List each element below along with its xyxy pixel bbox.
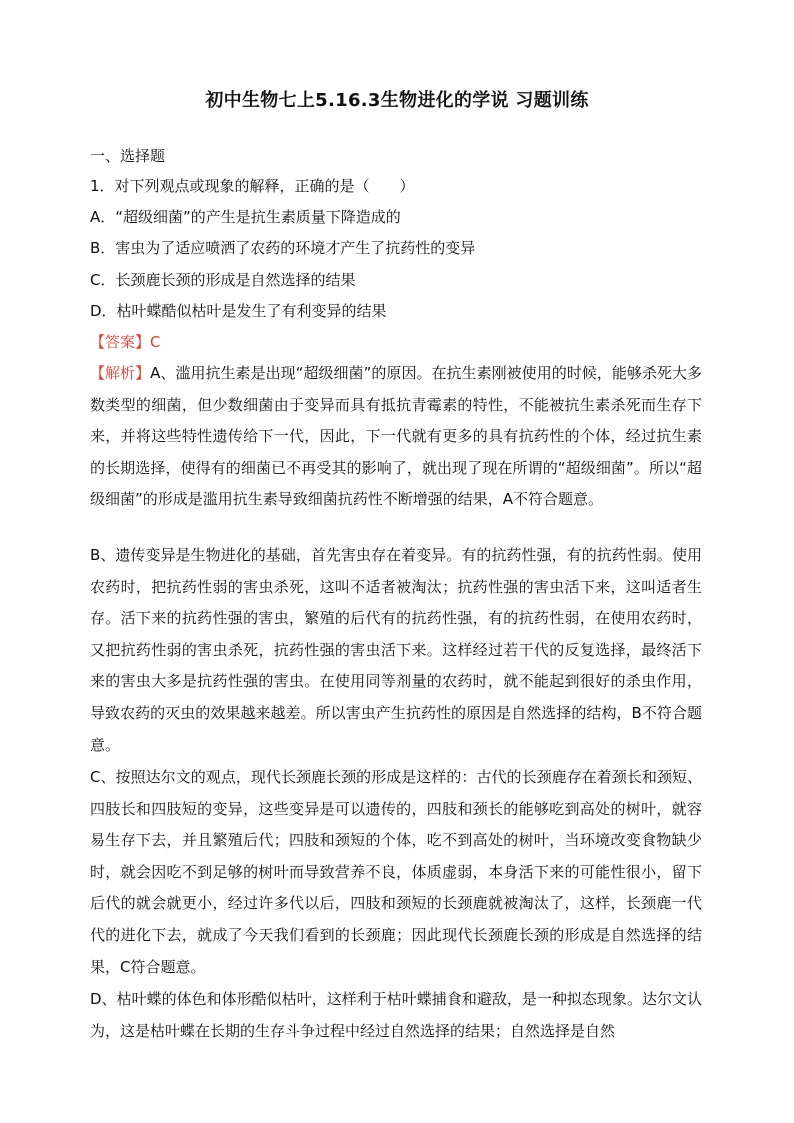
analysis-paragraph-b: B、遗传变异是生物进化的基础，首先害虫存在着变异。有的抗药性强，有的抗药性弱。使用农药时，把抗药性弱的害虫杀死，这叫不适者被淘汰；抗药性强的害虫活下来，这叫适者生存。活下来的抗药性强的害虫，繁殖的后代有的抗药性强，有的抗药性弱，在使用农药时，又把抗药性弱的害虫杀死，抗药性强的害虫活下来。这样经过若干代的反复选择，最终活下来的害虫大多是抗药性强的害虫。在使用同等剂量的农药时，就不能起到很好的杀虫作用，导致农药的灭虫的效果越来越差。所以害虫产生抗药性的原因是自然选择的结构，B不符合题意。 (90, 546, 702, 754)
analysis-paragraph-c: C、按照达尔文的观点，现代长颈鹿长颈的形成是这样的：古代的长颈鹿存在着颈长和颈短、四肢长和四肢短的变异，这些变异是可以遗传的，四肢和颈长的能够吃到高处的树叶，就容易生存下去，并且繁殖后代；四肢和颈短的个体，吃不到高处的树叶，当环境改变食物缺少时，就会因吃不到足够的树叶而导致营养不良，体质虚弱，本身活下来的可能性很小，留下后代的就会就更小，经过许多代以后，四肢和颈短的长颈鹿就被淘汰了，这样，长颈鹿一代代的进化下去，就成了今天我们看到的长颈鹿；因此现代长颈鹿长颈的形成是自然选择的结果，C符合题意。 (90, 768, 702, 976)
option-c: C．长颈鹿长颈的形成是自然选择的结果 (90, 271, 356, 289)
answer-value: C (150, 333, 161, 351)
analysis-text-a: A、滥用抗生素是出现“超级细菌”的原因。在抗生素刚被使用的时候，能够杀死大多数类型的细菌，但少数细菌由于变异而具有抵抗青霉素的特性，不能被抗生素杀死而生存下来，并将这些特性遗传给下一代，因此，下一代就有更多的具有抗药性的个体，经过抗生素的长期选择，使得有的细菌已不再受其的影响了，就出现了现在所谓的“超级细菌”。所以“超级细菌”的形成是滥用抗生素导致细菌抗药性不断增强的结果，A不符合题意。 (90, 364, 702, 509)
analysis-paragraph-a (90, 358, 702, 516)
question-stem: 1．对下列观点或现象的解释，正确的是（ ） (90, 177, 415, 195)
answer-line (90, 332, 161, 352)
option-d: D．枯叶蝶酷似枯叶是发生了有利变异的结果 (90, 302, 387, 320)
section-heading: 一、选择题 (90, 147, 166, 165)
answer-tag: 【答案】 (90, 333, 151, 351)
option-a: A．“超级细菌”的产生是抗生素质量下降造成的 (90, 208, 401, 226)
analysis-paragraph-d: D、枯叶蝶的体色和体形酷似枯叶，这样利于枯叶蝶捕食和避敌，是一种拟态现象。达尔文认为，这是枯叶蝶在长期的生存斗争过程中经过自然选择的结果；自然选择是自然 (90, 990, 702, 1040)
page-title: 初中生物七上5.16.3生物进化的学说 习题训练 (205, 90, 589, 111)
option-b: B．害虫为了适应喷洒了农药的环境才产生了抗药性的变异 (90, 239, 476, 257)
analysis-tag: 【解析】 (90, 364, 151, 382)
